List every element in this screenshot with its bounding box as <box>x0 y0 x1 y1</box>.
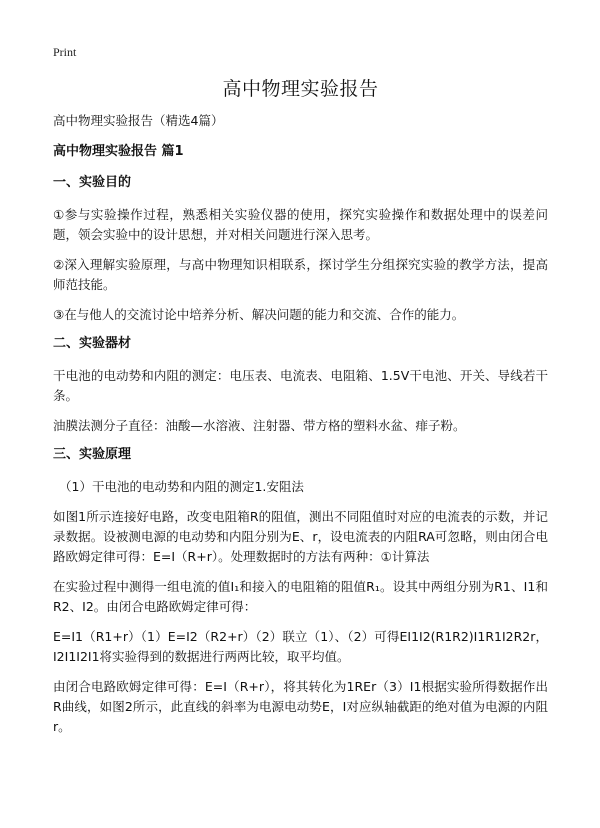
paragraph: 由闭合电路欧姆定律可得：E=I（R+r），将其转化为1REr（3）I1根据实验所得数据作出R曲线，如图2所示，此直线的斜率为电源电动势E，I对应纵轴截距的绝对值为电源的内阻r。 <box>53 679 548 734</box>
paragraph: 油膜法测分子直径：油酸—水溶液、注射器、带方格的塑料水盆、痱子粉。 <box>53 418 466 433</box>
print-label: Print <box>53 45 77 59</box>
paragraph: ②深入理解实验原理，与高中物理知识相联系，探讨学生分组探究实验的教学方法，提高师范技能。 <box>53 257 548 292</box>
section-heading-purpose: 一、实验目的 <box>53 175 132 190</box>
paragraph: 干电池的电动势和内阻的测定：电压表、电流表、电阻箱、1.5V干电池、开关、导线若干条。 <box>53 368 548 403</box>
document-title: 高中物理实验报告 <box>222 78 379 100</box>
section-heading-equipment: 二、实验器材 <box>53 336 132 351</box>
paragraph: ①参与实验操作过程，熟悉相关实验仪器的使用，探究实验操作和数据处理中的误差问题，领会实验中的设计思想，并对相关问题进行深入思考。 <box>53 207 548 242</box>
part-heading: 高中物理实验报告 篇1 <box>53 144 184 159</box>
paragraph: （1）干电池的电动势和内阻的测定1.安阻法 <box>59 479 304 494</box>
paragraph: 如图1所示连接好电路，改变电阻箱R的阻值，测出不同阻值时对应的电流表的示数，并记录数据。设被测电源的电动势和内阻分别为E、r，设电流表的内阻RA可忽略，则由闭合电路欧姆定律可得：E=I（R+r）。处理数据时的方法有两种：①计算法 <box>53 509 548 564</box>
paragraph: 在实验过程中测得一组电流的值I₁和接入的电阻箱的阻值R₁。设其中两组分别为R1、I1和R2、I2。由闭合电路欧姆定律可得： <box>53 579 548 614</box>
document-subtitle: 高中物理实验报告（精选4篇） <box>53 113 224 128</box>
paragraph: ③在与他人的交流讨论中培养分析、解决问题的能力和交流、合作的能力。 <box>53 307 465 322</box>
section-heading-principle: 三、实验原理 <box>53 447 132 462</box>
paragraph: E=I1（R1+r）（1）E=I2（R2+r）（2）联立（1）、（2）可得EI1I2(R1R2)I1R1I2R2r，I2I1I2I1将实验得到的数据进行两两比较，取平均值。 <box>53 629 548 664</box>
